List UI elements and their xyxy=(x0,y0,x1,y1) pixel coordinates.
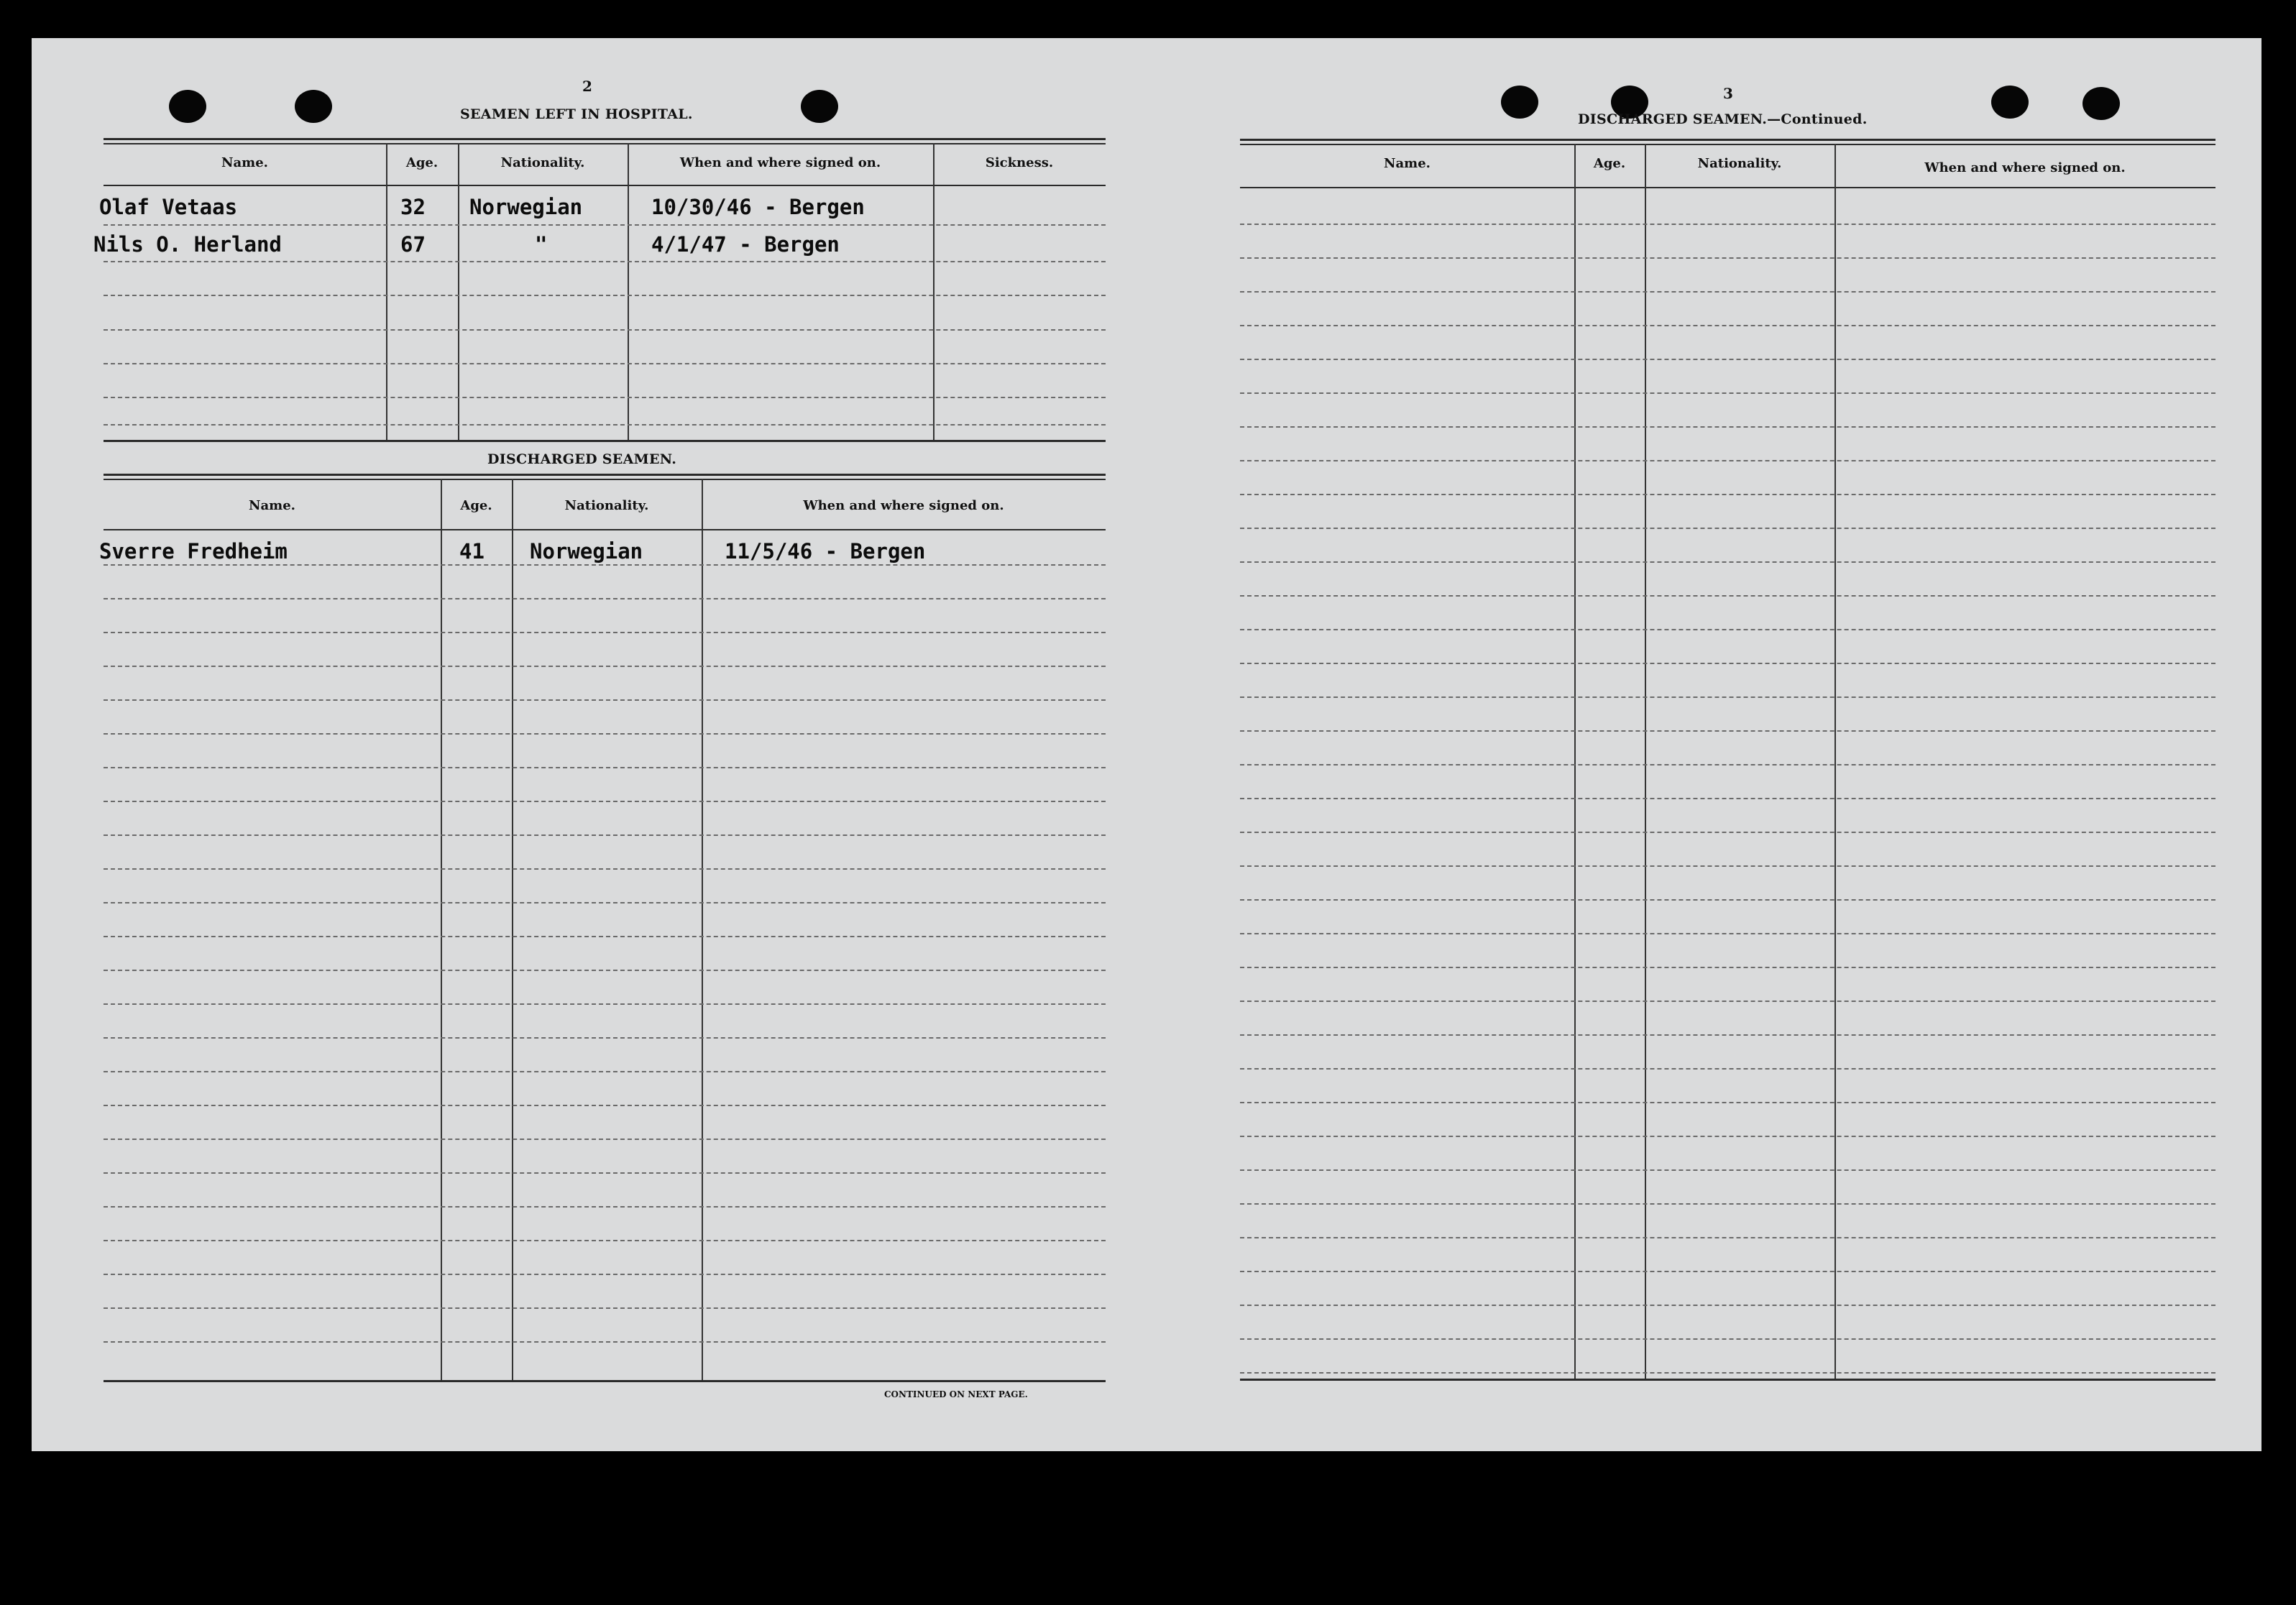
column-divider xyxy=(1574,144,1576,1379)
row-line xyxy=(104,767,1106,768)
row-line xyxy=(104,834,1106,836)
row-line xyxy=(1240,730,2215,732)
column-header-nationality: Nationality. xyxy=(1697,156,1782,171)
row-line xyxy=(1240,967,2215,968)
row-line xyxy=(1240,1305,2215,1306)
column-header-sickness: Sickness. xyxy=(985,155,1054,170)
row-line xyxy=(104,329,1106,331)
row-line xyxy=(1240,359,2215,360)
punch-hole xyxy=(1501,86,1538,119)
row-line xyxy=(1240,528,2215,529)
column-header-signed-on: When and where signed on. xyxy=(1924,160,2126,175)
hospital-section-title: SEAMEN LEFT IN HOSPITAL. xyxy=(460,106,693,122)
column-divider xyxy=(628,143,629,440)
row-line xyxy=(104,363,1106,364)
column-divider xyxy=(933,143,935,440)
table-rule xyxy=(104,440,1106,442)
seaman-signed-on: 10/30/46 - Bergen xyxy=(651,195,865,219)
row-line xyxy=(104,632,1106,633)
column-divider xyxy=(458,143,459,440)
row-line xyxy=(1240,1237,2215,1238)
seaman-name: Nils O. Herland xyxy=(93,232,282,257)
seaman-nationality: Norwegian xyxy=(469,195,583,219)
punch-hole xyxy=(801,90,838,123)
row-line xyxy=(1240,392,2215,394)
continued-note: CONTINUED ON NEXT PAGE. xyxy=(884,1389,1028,1399)
row-line xyxy=(1240,663,2215,664)
seaman-name: Olaf Vetaas xyxy=(99,195,238,219)
row-line xyxy=(1240,1102,2215,1103)
punch-hole xyxy=(169,90,206,123)
row-line xyxy=(104,295,1106,296)
row-line xyxy=(1240,1034,2215,1036)
row-line xyxy=(1240,899,2215,901)
table-rule xyxy=(104,479,1106,480)
seaman-nationality: " xyxy=(535,232,548,257)
row-line xyxy=(1240,494,2215,495)
row-line xyxy=(104,970,1106,971)
row-line xyxy=(1240,460,2215,461)
right-section-title: DISCHARGED SEAMEN.—Continued. xyxy=(1578,111,1868,127)
row-line xyxy=(104,1172,1106,1174)
row-line xyxy=(104,1037,1106,1039)
left-page xyxy=(32,38,1147,1451)
table-rule xyxy=(1240,144,2215,145)
row-line xyxy=(1240,224,2215,225)
column-header-name: Name. xyxy=(249,498,295,513)
row-line xyxy=(104,801,1106,802)
column-divider xyxy=(386,143,387,440)
row-line xyxy=(1240,1203,2215,1205)
seaman-age: 41 xyxy=(459,539,485,564)
column-header-name: Name. xyxy=(1384,156,1431,171)
row-line xyxy=(104,1139,1106,1140)
row-line xyxy=(1240,291,2215,293)
column-header-nationality: Nationality. xyxy=(500,155,585,170)
table-rule xyxy=(1240,139,2215,141)
seaman-age: 32 xyxy=(400,195,426,219)
row-line xyxy=(104,1206,1106,1208)
seaman-name: Sverre Fredheim xyxy=(99,539,288,564)
row-line xyxy=(1240,1169,2215,1171)
page-number: 3 xyxy=(1723,85,1733,102)
seaman-age: 67 xyxy=(400,232,426,257)
row-line xyxy=(1240,426,2215,428)
row-line xyxy=(104,936,1106,937)
document-sheet xyxy=(32,38,2261,1451)
column-header-signed-on: When and where signed on. xyxy=(803,498,1004,513)
table-rule xyxy=(104,529,1106,530)
column-divider xyxy=(1645,144,1646,1379)
table-rule xyxy=(1240,187,2215,188)
column-header-age: Age. xyxy=(460,498,492,513)
row-line xyxy=(104,261,1106,262)
row-line xyxy=(104,699,1106,701)
column-header-name: Name. xyxy=(221,155,268,170)
row-line xyxy=(1240,629,2215,630)
table-rule xyxy=(104,1380,1106,1382)
column-header-signed-on: When and where signed on. xyxy=(679,155,881,170)
row-line xyxy=(1240,1068,2215,1070)
row-line xyxy=(1240,798,2215,799)
row-line xyxy=(104,1341,1106,1343)
column-divider xyxy=(441,479,442,1380)
row-line xyxy=(1240,1136,2215,1137)
column-header-age: Age. xyxy=(1593,156,1626,171)
row-line xyxy=(1240,1372,2215,1374)
seaman-nationality: Norwegian xyxy=(530,539,643,564)
row-line xyxy=(104,868,1106,870)
table-rule xyxy=(104,143,1106,144)
row-line xyxy=(104,1274,1106,1275)
seaman-signed-on: 4/1/47 - Bergen xyxy=(651,232,840,257)
row-line xyxy=(104,666,1106,667)
punch-hole xyxy=(1991,86,2029,119)
row-line xyxy=(104,397,1106,398)
row-line xyxy=(1240,595,2215,597)
table-rule xyxy=(104,185,1106,186)
column-divider xyxy=(1834,144,1836,1379)
table-rule xyxy=(104,138,1106,140)
table-rule xyxy=(104,474,1106,476)
row-line xyxy=(1240,1001,2215,1002)
table-rule xyxy=(1240,1379,2215,1381)
row-line xyxy=(1240,865,2215,867)
right-page xyxy=(1147,38,2261,1451)
punch-hole xyxy=(2083,87,2120,120)
row-line xyxy=(1240,1338,2215,1340)
row-line xyxy=(104,224,1106,226)
page-number: 2 xyxy=(582,78,592,95)
row-line xyxy=(1240,561,2215,563)
column-header-nationality: Nationality. xyxy=(564,498,649,513)
row-line xyxy=(1240,1271,2215,1272)
row-line xyxy=(104,1003,1106,1005)
row-line xyxy=(1240,764,2215,765)
row-line xyxy=(104,733,1106,735)
row-line xyxy=(104,1240,1106,1241)
column-header-age: Age. xyxy=(405,155,438,170)
row-line xyxy=(104,1105,1106,1106)
row-line xyxy=(104,1071,1106,1072)
row-line xyxy=(104,902,1106,903)
column-divider xyxy=(702,479,703,1380)
discharged-section-title: DISCHARGED SEAMEN. xyxy=(487,451,677,467)
seaman-signed-on: 11/5/46 - Bergen xyxy=(725,539,926,564)
row-line xyxy=(104,598,1106,599)
row-line xyxy=(104,564,1106,566)
row-line xyxy=(104,424,1106,426)
row-line xyxy=(1240,933,2215,934)
row-line xyxy=(1240,257,2215,259)
column-divider xyxy=(512,479,513,1380)
row-line xyxy=(1240,325,2215,326)
row-line xyxy=(1240,696,2215,698)
row-line xyxy=(1240,832,2215,833)
punch-hole xyxy=(295,90,332,123)
row-line xyxy=(104,1307,1106,1309)
